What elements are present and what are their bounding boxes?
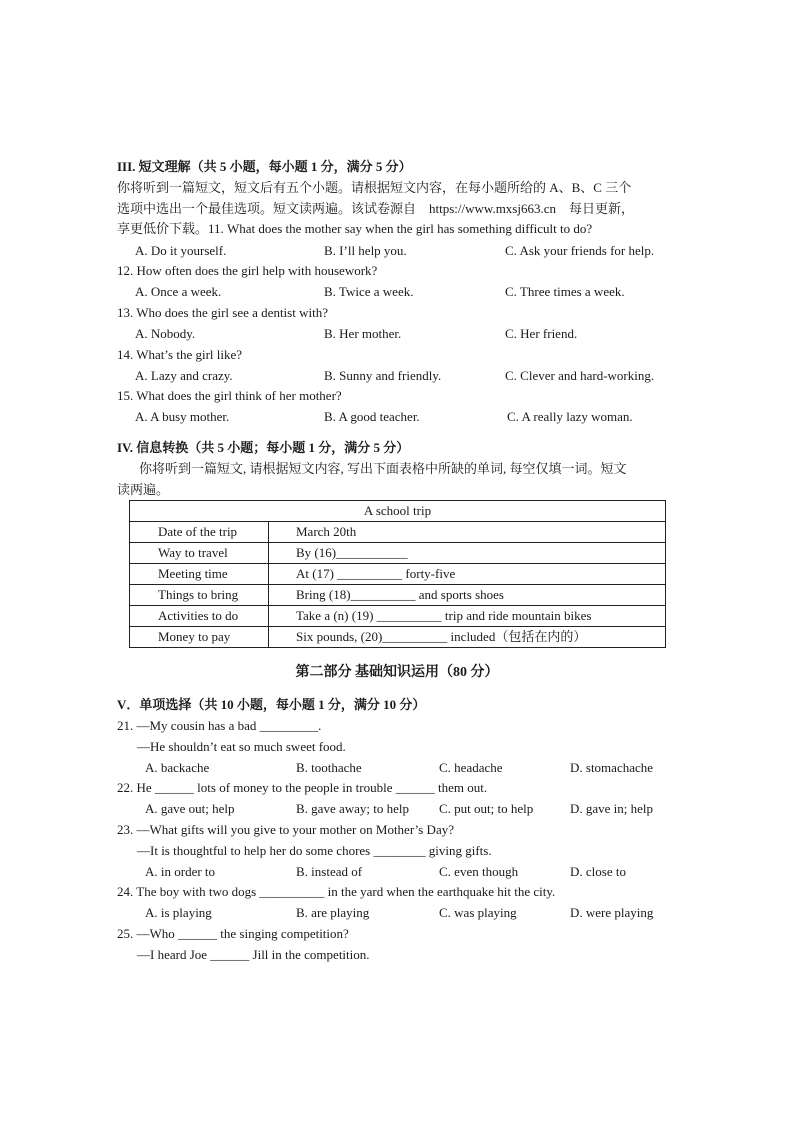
q11-option-a: A. Do it yourself. (135, 243, 227, 258)
q25-reply: —I heard Joe ______ Jill in the competition. (137, 947, 370, 962)
section-3-intro: 你将听到一篇短文，短文后有五个小题。请根据短文内容，在每小题所给的 A、B、C 三个 (117, 180, 632, 195)
table-row (130, 627, 666, 648)
row-value: March 20th (269, 522, 666, 543)
section-3-intro-q11: 享更低价下载。11. What does the mother say when the girl has something difficult to do? (117, 221, 593, 236)
q12-option-b: B. Twice a week. (324, 284, 414, 299)
q13-stem: 13. Who does the girl see a dentist with? (117, 305, 328, 320)
q25-stem: 25. —Who ______ the singing competition? (117, 926, 349, 941)
q23-option-d: D. close to (570, 864, 626, 879)
q24-option-b: B. are playing (296, 905, 370, 920)
q21-stem: 21. —My cousin has a bad _________. (117, 718, 322, 733)
row-value: Bring (18)__________ and sports shoes (269, 585, 666, 606)
row-value: Take a (n) (19) __________ trip and ride mountain bikes (269, 606, 666, 627)
section-4-intro: 你将听到一篇短文, 请根据短文内容, 写出下面表格中所缺的单词, 每空仅填一词。短文 (139, 461, 627, 476)
table-row (130, 543, 666, 564)
row-label: Meeting time (130, 564, 269, 585)
q14-option-b: B. Sunny and friendly. (324, 368, 442, 383)
row-label: Way to travel (130, 543, 269, 564)
q22-option-b: B. gave away; to help (296, 801, 409, 816)
row-label: Activities to do (130, 606, 269, 627)
q23-option-b: B. instead of (296, 864, 363, 879)
q24-option-c: C. was playing (439, 905, 517, 920)
row-label: Money to pay (130, 627, 269, 648)
row-value: Six pounds, (20)__________ included（包括在内的） (269, 627, 666, 648)
part-2-title: 第二部分 基础知识运用（80 分） (295, 665, 499, 680)
table-row (130, 522, 666, 543)
q21-option-a: A. backache (145, 760, 210, 775)
q21-option-d: D. stomachache (570, 760, 654, 775)
q11-option-c: C. Ask your friends for help. (505, 243, 655, 258)
section-5-heading: V．单项选择（共 10 小题，每小题 1 分，满分 10 分） (117, 697, 426, 712)
q15-option-a: A. A busy mother. (135, 409, 230, 424)
school-trip-table (129, 500, 666, 648)
q23-option-a: A. in order to (145, 864, 216, 879)
q12-option-a: A. Once a week. (135, 284, 222, 299)
q13-option-a: A. Nobody. (135, 326, 196, 341)
q12-option-c: C. Three times a week. (505, 284, 625, 299)
table-title: A school trip (130, 501, 666, 522)
q11-option-b: B. I’ll help you. (324, 243, 407, 258)
q14-stem: 14. What’s the girl like? (117, 347, 243, 362)
q24-stem: 24. The boy with two dogs __________ in the yard when the earthquake hit the city. (117, 884, 556, 899)
row-label: Date of the trip (130, 522, 269, 543)
q12-stem: 12. How often does the girl help with housework? (117, 263, 378, 278)
q22-option-c: C. put out; to help (439, 801, 534, 816)
section-3-intro: 选项中选出一个最佳选项。短文读两遍。该试卷源自 https://www.mxsj663.cn 每日更新， (117, 201, 634, 216)
section-3-heading: III. 短文理解（共 5 小题，每小题 1 分，满分 5 分） (117, 159, 412, 174)
q21-reply: —He shouldn’t eat so much sweet food. (137, 739, 346, 754)
q14-option-a: A. Lazy and crazy. (135, 368, 233, 383)
q23-stem: 23. —What gifts will you give to your mother on Mother’s Day? (117, 822, 454, 837)
q13-option-c: C. Her friend. (505, 326, 578, 341)
section-4-heading: IV. 信息转换（共 5 小题；每小题 1 分，满分 5 分） (117, 440, 410, 455)
q21-option-b: B. toothache (296, 760, 362, 775)
table-row (130, 564, 666, 585)
q24-option-a: A. is playing (145, 905, 212, 920)
row-label: Things to bring (130, 585, 269, 606)
q13-option-b: B. Her mother. (324, 326, 402, 341)
q15-stem: 15. What does the girl think of her mother? (117, 388, 342, 403)
q24-option-d: D. were playing (570, 905, 654, 920)
q23-option-c: C. even though (439, 864, 519, 879)
q15-option-c: C. A really lazy woman. (507, 409, 633, 424)
q15-option-b: B. A good teacher. (324, 409, 420, 424)
q22-option-a: A. gave out; help (145, 801, 235, 816)
q23-reply: —It is thoughtful to help her do some chores ________ giving gifts. (137, 843, 492, 858)
section-4-intro: 读两遍。 (117, 482, 170, 497)
table-row (130, 585, 666, 606)
table-row (130, 606, 666, 627)
q21-option-c: C. headache (439, 760, 503, 775)
row-value: By (16)___________ (269, 543, 666, 564)
q14-option-c: C. Clever and hard-working. (505, 368, 655, 383)
q22-option-d: D. gave in; help (570, 801, 654, 816)
row-value: At (17) __________ forty-five (269, 564, 666, 585)
q22-stem: 22. He ______ lots of money to the people in trouble ______ them out. (117, 780, 488, 795)
